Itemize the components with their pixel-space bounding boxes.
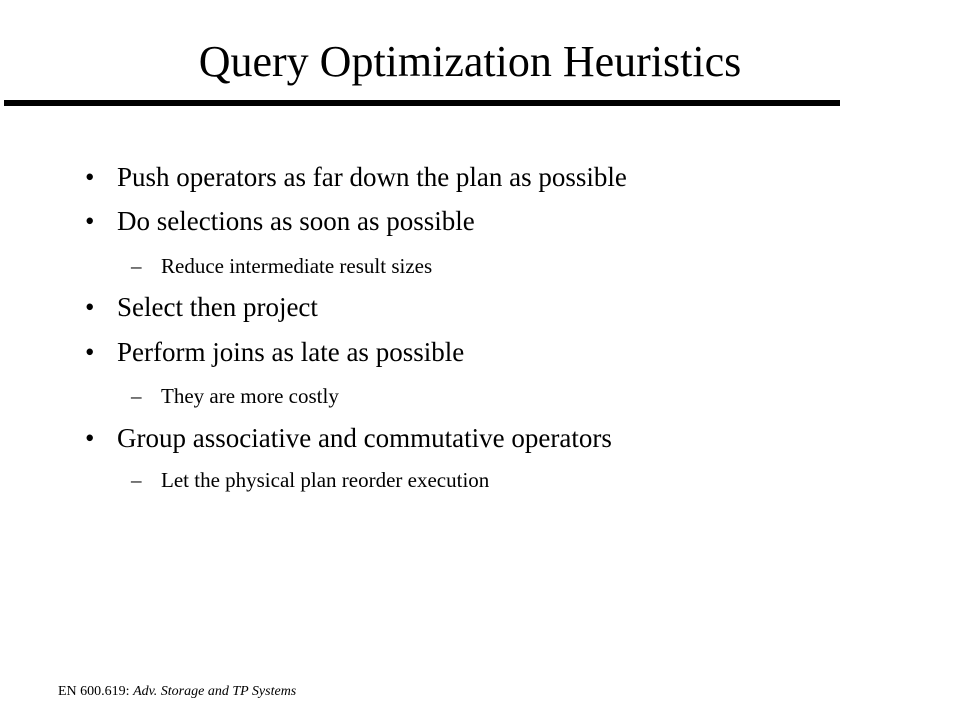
bullet-text: Do selections as soon as possible — [117, 206, 475, 236]
title-underline — [4, 100, 840, 106]
bullet-text: Group associative and commutative operators — [117, 423, 612, 453]
sub-bullet-marker: – — [131, 254, 142, 278]
bullet-marker: • — [85, 292, 95, 322]
bullet-text: Push operators as far down the plan as possible — [117, 162, 627, 192]
bullet-marker: • — [85, 423, 95, 453]
footer-course: EN 600.619: — [58, 684, 134, 699]
sub-bullet-text: Let the physical plan reorder execution — [161, 468, 490, 492]
sub-bullet-marker: – — [131, 468, 142, 492]
slide-footer — [58, 684, 296, 700]
bullet-text: Perform joins as late as possible — [117, 337, 465, 367]
bullet-marker: • — [85, 206, 95, 236]
slide-title: Query Optimization Heuristics — [198, 37, 742, 86]
sub-bullet-text: They are more costly — [161, 384, 339, 408]
bullet-text: Select then project — [117, 292, 318, 322]
bullet-marker: • — [85, 162, 95, 192]
footer-subject: Adv. Storage and TP Systems — [133, 684, 297, 699]
sub-bullet-marker: – — [131, 384, 142, 408]
bullet-marker: • — [85, 337, 95, 367]
sub-bullet-text: Reduce intermediate result sizes — [161, 254, 433, 278]
